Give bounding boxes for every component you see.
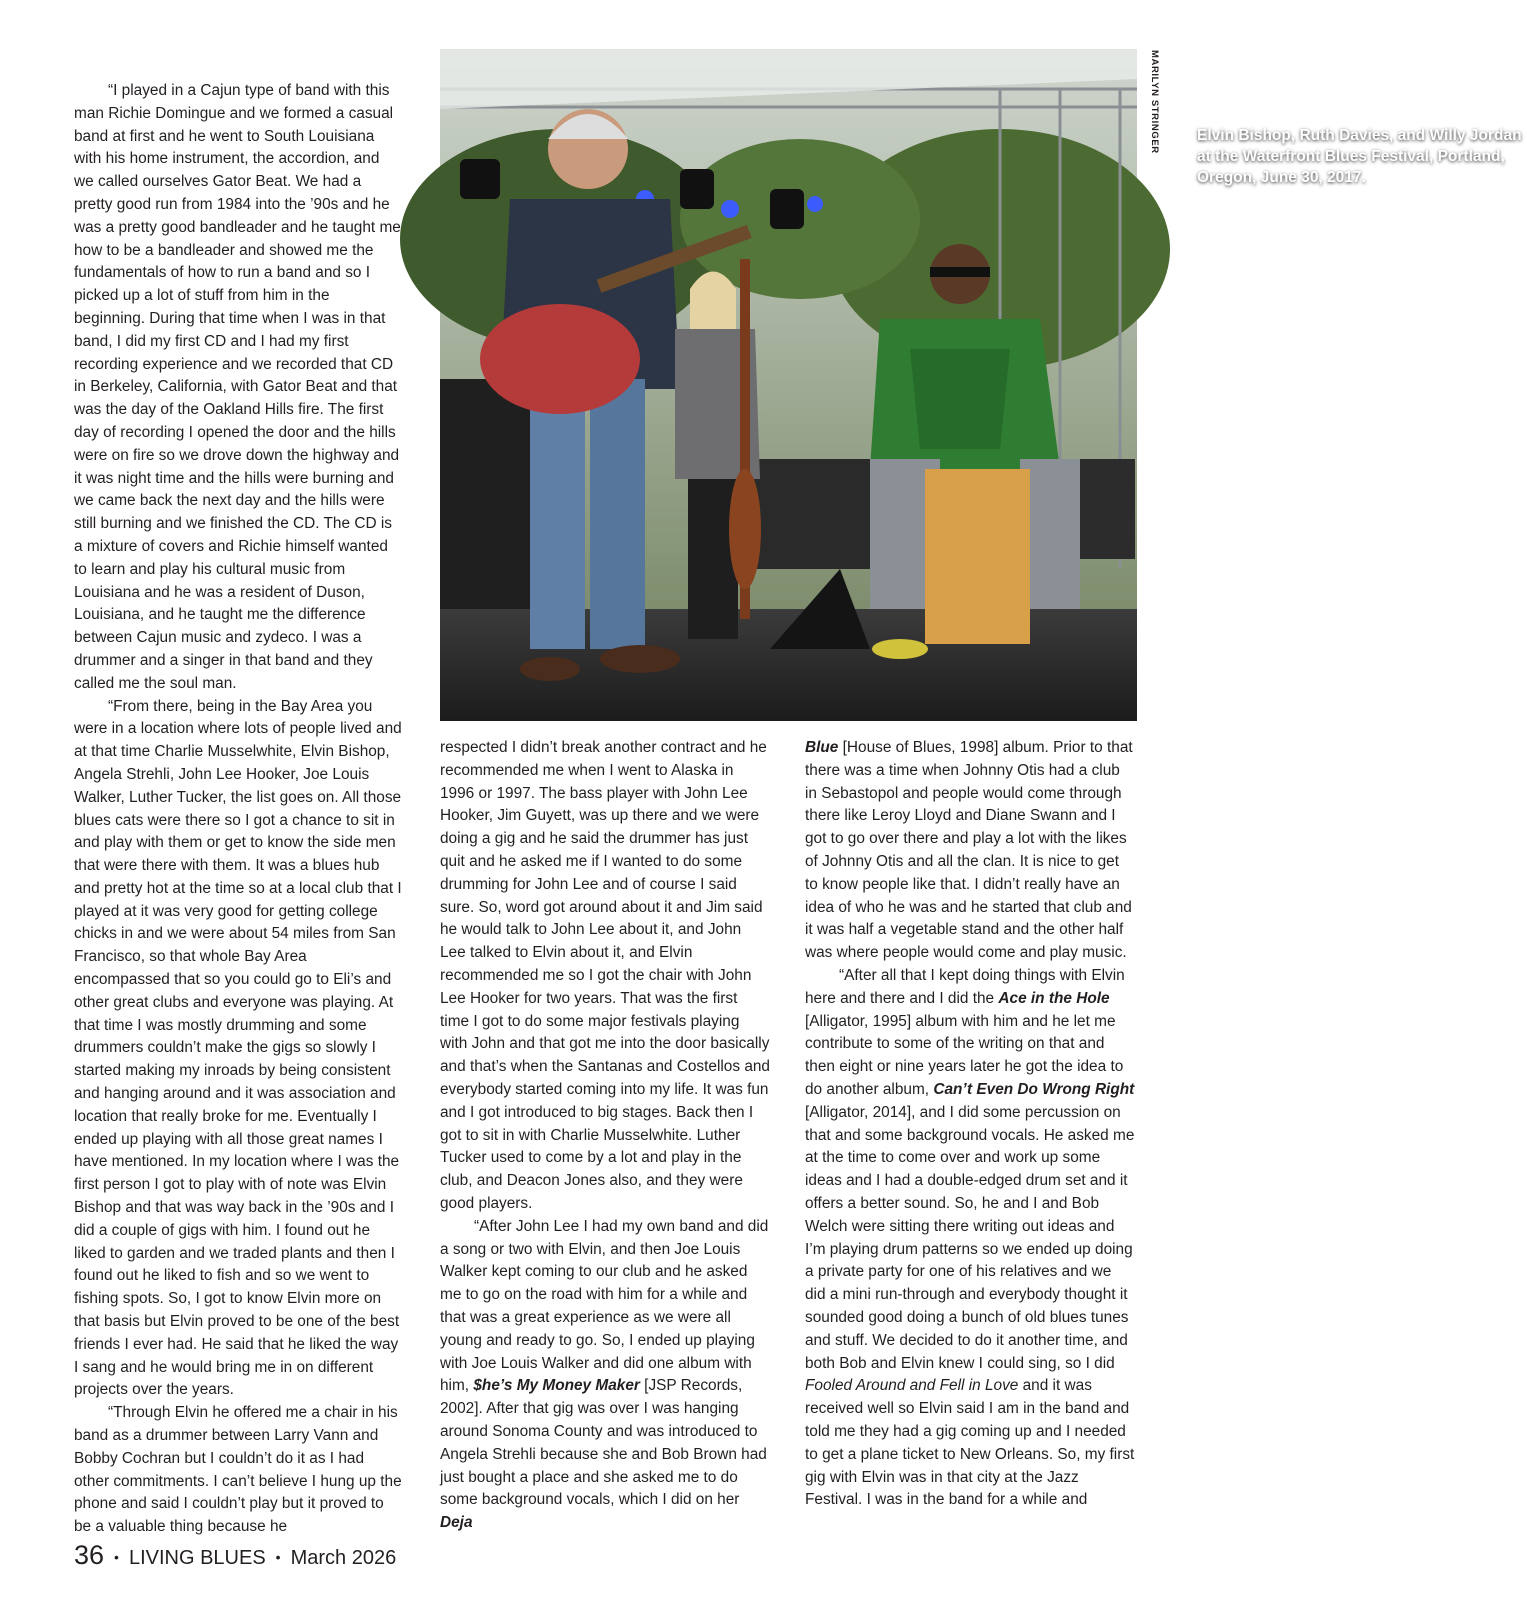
text-run: [Alligator, 2014], and I did some percussion on that and some background vocals. He asked me at the time to come over and work up some ideas and I had a double-edged drum set and it offers a better sound. So, he and I and Bob Welch were sitting there writing out ideas and I’m playing drum patterns so we ended up doing a private party for one of his relatives and we did a mini run-through and everybody thought it sounded good doing a bunch of old blues tunes and stuff. We decided to do it another time, and both Bob and Elvin knew I could sing, so I did <box>805 1103 1135 1372</box>
paragraph <box>805 737 1135 965</box>
paragraph: respected I didn’t break another contract and he recommended me when I went to Alaska in 1996 or 1997. The bass player with John Lee Hooker, Jim Guyett, was up there and we were doing a gig and he said the drummer has just quit and he asked me if I wanted to do some drumming for John Lee and of course I said sure. So, word got around about it and Jim said he would talk to John Lee about it, and John Lee talked to Elvin about it, and Elvin recommended me so I got the chair with John Lee Hooker for two years. That was the first time I got to do some major festivals playing with John and that got me into the door basically and that’s when the Santanas and Costellos and everybody started coming into my life. It was fun and I got introduced to big stages. Back then I got to sit in with Charlie Musselwhite. Luther Tucker used to come by a lot and play in the club, and Deacon Jones also, and they were good players. <box>440 739 770 1212</box>
text-run: and it was received well so Elvin said I am in the band and told me they had a gig coming up and I needed to get a plane ticket to New Orleans. So, my first gig with Elvin was in that city at the Jazz Festival. I was in the band for a while and <box>805 1377 1135 1509</box>
album-title: $he’s My Money Maker <box>473 1377 640 1395</box>
paragraph: “From there, being in the Bay Area you were in a location where lots of people lived and at that time Charlie Musselwhite, Elvin Bishop, Angela Strehli, John Lee Hooker, Joe Louis Walker, Luther Tucker, the list goes on. All those blues cats were there so I got a chance to sit in and play with them or get to know the side men that were there with them. It was a blues hub and pretty hot at the time so at a local club that I played at it was very good for getting college chicks in and we were about 54 miles from San Francisco, so that whole Bay Area encompassed that so you could go to Eli’s and other great clubs and everyone was playing. At that time I was mostly drumming and some drummers couldn’t make the gigs so slowly I started making my inroads by being consistent and hanging around and it was association and location that really broke for me. Eventually I ended up playing with all those great names I have mentioned. In my location where I was the first person I got to play with of note was Elvin Bishop and that was way back in the ’90s and I did a couple of gigs with him. I found out he liked to garden and we traded plants and then I found out he liked to fish and so we went to fishing spots. So, I got to know Elvin more on that basis but Elvin proved to be one of the best friends I ever had. He said that he liked the way I sang and he would bring me in on different projects over the years. <box>74 697 402 1399</box>
text-column-2 <box>440 737 770 1535</box>
paragraph: “I played in a Cajun type of band with this man Richie Domingue and we formed a casual band at first and he went to South Louisiana with his home instrument, the accordion, and we called ourselves Gator Beat. We had a pretty good run from 1984 into the ’90s and he was a pretty good bandleader and he taught me how to be a bandleader and showed me the fundamentals of how to run a band and so I picked up a lot of stuff from him in the beginning. During that time when I was in that band, I did my first CD and I had my first recording experience and we recorded that CD in Berkeley, California, with Gator Beat and that was the day of the Oakland Hills fire. The first day of recording I opened the door and the hills were on fire so we drove down the highway and it was night time and the hills were burning and we came back the next day and the hills were still burning and we finished the CD. The CD is a mixture of covers and Richie himself wanted to learn and play his cultural music from Louisiana and he was a resident of Duson, Louisiana, and he taught me the difference between Cajun music and zydeco. I was a drummer and a singer in that band and they called me the soul man. <box>74 82 401 692</box>
page-number: 36 <box>74 1540 105 1570</box>
issue-date: March 2026 <box>290 1547 397 1569</box>
text-run: “After all that I kept doing things with Elvin here and there and I did the <box>805 966 1125 1007</box>
separator-bullet: • <box>114 1549 119 1565</box>
paragraph <box>805 965 1135 1512</box>
paragraph: “Through Elvin he offered me a chair in his band as a drummer between Larry Vann and Bobby Cochran but I couldn’t do it as I had other commitments. I can’t believe I hung up the phone and said I couldn’t play but it proved to be a valuable thing because he <box>74 1404 402 1536</box>
page-footer <box>74 1540 396 1571</box>
text-run: “After John Lee I had my own band and did a song or two with Elvin, and then Joe Louis Walker kept coming to our club and he asked me to go on the road with him for a while and that was a great experience as we were all young and ready to go. So, I ended up playing with Joe Louis Walker and did one album with him, <box>440 1217 769 1395</box>
song-title: Fooled Around and Fell in Love <box>805 1377 1019 1395</box>
concert-photo-illustration <box>440 49 1137 721</box>
album-title: Blue <box>805 739 839 756</box>
text-run: [JSP Records, 2002]. After that gig was over I was hanging around Sonoma County and was introduced to Angela Strehli because she and Bob Brown had just bought a place and she asked me to do some background vocals, which I did on her <box>440 1377 767 1509</box>
magazine-name: LIVING BLUES <box>128 1547 266 1569</box>
photo-credit <box>1146 50 1160 170</box>
album-title: Can’t Even Do Wrong Right <box>933 1080 1135 1098</box>
text-column-3 <box>805 737 1135 1512</box>
text-run: [Alligator, 1995] album with him and he let me contribute to some of the writing on that and then eight or nine years later he got the idea to do another album, <box>805 1012 1124 1098</box>
text-column-1 <box>74 80 402 1539</box>
photo-caption: Elvin Bishop, Ruth Davies, and Willy Jordan at the Waterfront Blues Festival, Portland, Oregon, June 30, 2017. <box>1197 127 1522 186</box>
photo-credit-text: MARILYN STRINGER <box>1149 50 1160 154</box>
text-run: [House of Blues, 1998] album. Prior to that there was a time when Johnny Otis had a club in Sebastopol and people would come through there like Leroy Lloyd and Diane Swann and I got to go over there and play a lot with the likes of Johnny Otis and all the clan. It is nice to get to know people like that. I didn’t really have an idea of who he was and he started that club and it was half a vegetable stand and the other half was where people would come and play music. <box>805 739 1133 962</box>
paragraph <box>440 1216 770 1535</box>
album-title: Ace in the Hole <box>998 989 1110 1007</box>
separator-bullet: • <box>275 1549 281 1565</box>
album-title: Deja <box>440 1514 473 1532</box>
